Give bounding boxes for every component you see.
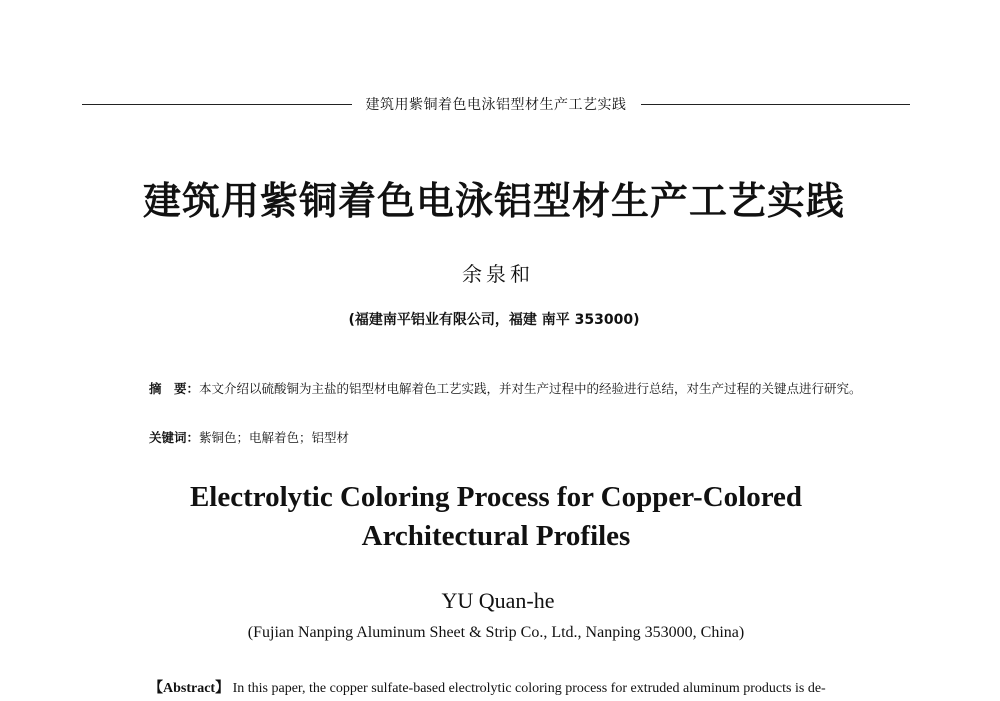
header-rule-right — [641, 104, 911, 105]
keywords-chinese — [149, 428, 349, 446]
paper-title-english-line-2: Architectural Profiles — [361, 520, 631, 552]
abstract-label-chinese: 摘 要： — [149, 381, 200, 396]
abstract-label-english: 【Abstract】 — [149, 681, 230, 696]
abstract-english — [149, 677, 909, 697]
keywords-label-chinese: 关键词： — [149, 430, 200, 445]
author-name-chinese: 余泉和 — [462, 262, 534, 286]
paper-title-english — [0, 478, 996, 556]
abstract-text-chinese: 本文介绍以硫酸铜为主盐的铝型材电解着色工艺实践，并对生产过程中的经验进行总结，对生产过程的关键点进行研究。 — [199, 381, 862, 396]
author-name-english: YU Quan-he — [441, 588, 555, 613]
affiliation-chinese: (福建南平铝业有限公司，福建 南平 353000) — [348, 312, 640, 328]
abstract-text-english: In this paper, the copper sulfate-based electrolytic coloring process for extruded aluminum products is de- — [229, 681, 826, 696]
keywords-text-chinese: 紫铜色；电解着色；铝型材 — [199, 430, 350, 445]
paper-title-chinese: 建筑用紫铜着色电泳铝型材生产工艺实践 — [142, 178, 845, 223]
header-rule-left — [82, 104, 352, 105]
abstract-chinese — [118, 378, 888, 399]
running-header — [82, 94, 910, 114]
paper-title-english-line-1: Electrolytic Coloring Process for Copper-Colored — [189, 481, 803, 513]
running-header-title: 建筑用紫铜着色电泳铝型材生产工艺实践 — [365, 97, 627, 113]
affiliation-english: (Fujian Nanping Aluminum Sheet & Strip Co., Ltd., Nanping 353000, China) — [247, 624, 745, 641]
